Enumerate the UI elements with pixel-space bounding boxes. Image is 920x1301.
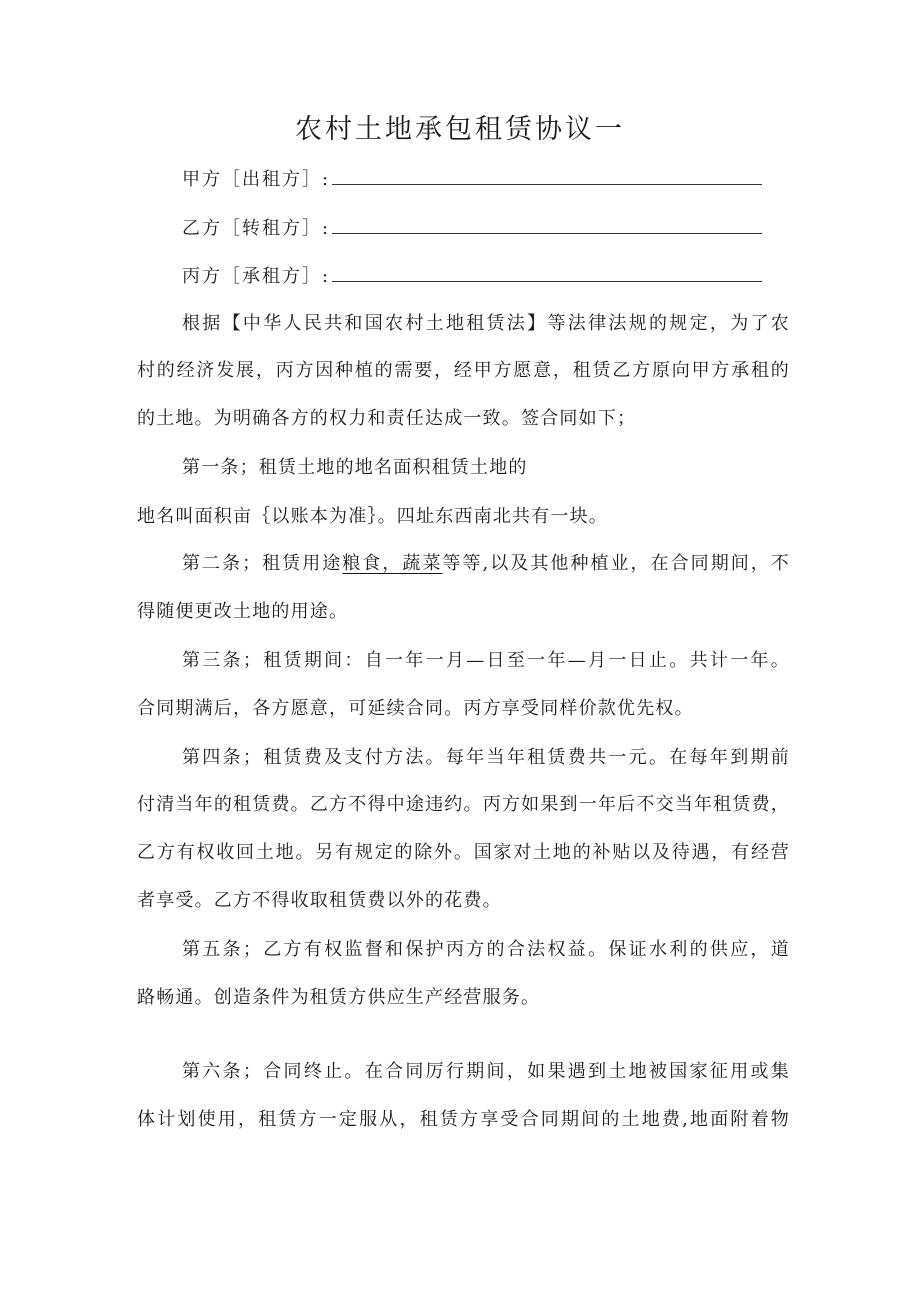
article-4-line-4: 者享受。乙方不得收取租赁费以外的花费。 [137, 890, 502, 911]
party-c-line [182, 261, 762, 291]
party-b-line [182, 213, 762, 243]
party-c-blank [332, 261, 762, 282]
party-b-label: 乙方［转租方］: [182, 218, 331, 239]
party-a-line [182, 164, 762, 194]
article-3-line-1: 第三条；租赁期间：自一年一月—日至一年—月一日止。共计一年。 [182, 650, 790, 671]
article-2-line-1 [182, 550, 790, 578]
article-2-suffix: 等等,以及其他种植业，在合同期间，不 [442, 553, 791, 574]
article-4-line-2: 付清当年的租赁费。乙方不得中途违约。丙方如果到一年后不交当年租赁费， [137, 794, 790, 815]
party-a-blank [332, 164, 762, 185]
article-6-line-1: 第六条；合同终止。在合同厉行期间，如果遇到土地被国家征用或集 [182, 1061, 790, 1082]
article-3-line-2: 合同期满后，各方愿意，可延续合同。丙方享受同样价款优先权。 [137, 698, 694, 719]
article-5-line-2: 路畅通。创造条件为租赁方供应生产经营服务。 [137, 987, 541, 1008]
document-title: 农村土地承包租赁协议一 [295, 114, 625, 145]
party-a-label: 甲方［出租方］: [182, 169, 331, 190]
party-b-blank [332, 213, 762, 234]
intro-line-2: 村的经济发展，丙方因种植的需要，经甲方愿意，租赁乙方原向甲方承租的 [137, 360, 790, 381]
article-2-prefix: 第二条；租赁用途 [182, 553, 343, 574]
article-4-line-1: 第四条；租赁费及支付方法。每年当年租赁费共一元。在每年到期前 [182, 747, 790, 768]
article-1-line-1: 第一条；租赁土地的地名面积租赁土地的 [182, 457, 528, 478]
party-c-label: 丙方［承租方］: [182, 266, 331, 287]
article-2-underlined-use: 粮食，蔬菜 [342, 553, 443, 574]
intro-line-3: 的土地。为明确各方的权力和责任达成一致。签合同如下； [137, 408, 637, 429]
article-2-line-2: 得随便更改土地的用途。 [137, 601, 349, 622]
article-4-line-3: 乙方有权收回土地。另有规定的除外。国家对土地的补贴以及待遇，有经营 [137, 842, 790, 863]
article-5-line-1: 第五条；乙方有权监督和保护丙方的合法权益。保证水利的供应，道 [182, 939, 790, 960]
article-1-line-2: 地名叫面积亩｛以账本为准｝。四址东西南北共有一块。 [137, 506, 608, 527]
intro-line-1: 根据【中华人民共和国农村土地租赁法】等法律法规的规定，为了农 [182, 313, 790, 334]
article-6-line-2: 体计划使用，租赁方一定服从，租赁方享受合同期间的土地费,地面附着物 [137, 1109, 790, 1130]
